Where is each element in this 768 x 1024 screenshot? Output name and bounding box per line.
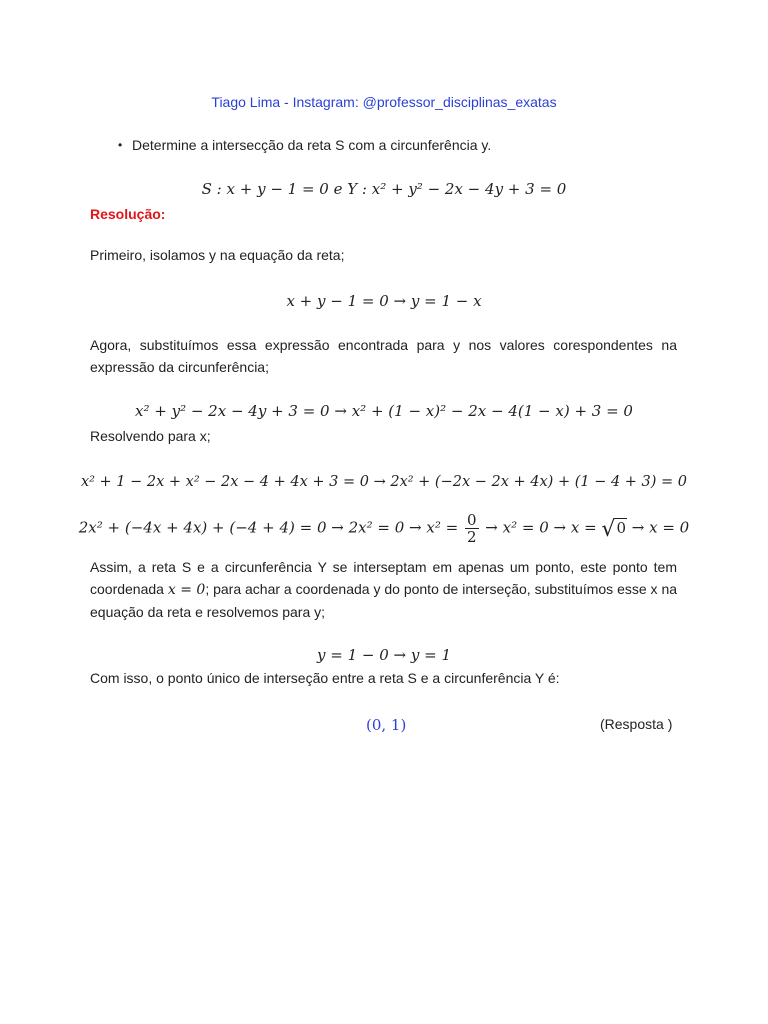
problem-statement: Determine a intersecção da reta S com a circunferência y. [132, 137, 492, 153]
paragraph-intersection [90, 556, 677, 623]
equation-expand [0, 474, 768, 490]
fraction-numerator: 0 [466, 511, 477, 529]
equation-6: y = 1 − 0 → y = 1 [317, 646, 451, 664]
equation-5-middle: → x² = 0 → x = [485, 518, 597, 537]
sqrt-radicand: 0 [616, 518, 626, 537]
paragraph-substitute: Agora, substituímos essa expressão encontrada para y nos valores corespondentes na expressão da circunferência; [90, 337, 677, 375]
equation-2: x + y − 1 = 0 → y = 1 − x [286, 292, 482, 310]
paragraph-intersection-part2: ; para achar a coordenada y do ponto de interseção, substituímos esse x na equação da reta e resolvemos para y; [90, 581, 678, 620]
fraction-denominator: 2 [466, 528, 477, 546]
equation-5-left: 2x² + (−4x + 4x) + (−4 + 4) = 0 → 2x² = 0 → x² = [78, 518, 459, 537]
equation-3: x² + y² − 2x − 4y + 3 = 0 → x² + (1 − x)² − 2x − 4(1 − x) + 3 = 0 [135, 402, 633, 420]
equation-isolate-y [0, 292, 768, 310]
paragraph-solve-x: Resolvendo para x; [90, 428, 211, 444]
resolution-heading: Resolução: [90, 206, 166, 222]
author-header: Tiago Lima - Instagram: @professor_disciplinas_exatas [211, 94, 557, 110]
paragraph-isolate: Primeiro, isolamos y na equação da reta; [90, 247, 345, 263]
paragraph-intersection-part1: Assim, a reta S e a circunferência Y se interseptam em apenas um ponto, este ponto tem coordenada [90, 559, 677, 597]
sqrt-symbol: √ [601, 516, 616, 542]
square-root [601, 517, 627, 542]
fraction-zero-over-two [465, 512, 479, 545]
equation-y-value [0, 646, 768, 664]
equation-solve [0, 512, 768, 545]
equation-line-circle [0, 180, 768, 198]
paragraph-conclusion: Com isso, o ponto único de interseção entre a reta S e a circunferência Y é: [90, 670, 560, 686]
answer-point: (0, 1) [366, 716, 407, 734]
equation-given: S : x + y − 1 = 0 e Y : x² + y² − 2x − 4y + 3 = 0 [201, 180, 567, 198]
equation-substitution [0, 402, 768, 420]
equation-5-right: → x = 0 [631, 518, 690, 537]
inline-math-x-zero: x = 0 [167, 582, 206, 598]
answer-label: (Resposta ) [600, 716, 673, 732]
equation-4: x² + 1 − 2x + x² − 2x − 4 + 4x + 3 = 0 → 2x² + (−2x − 2x + 4x) + (1 − 4 + 3) = 0 [80, 474, 688, 490]
bullet-marker: • [118, 138, 123, 152]
